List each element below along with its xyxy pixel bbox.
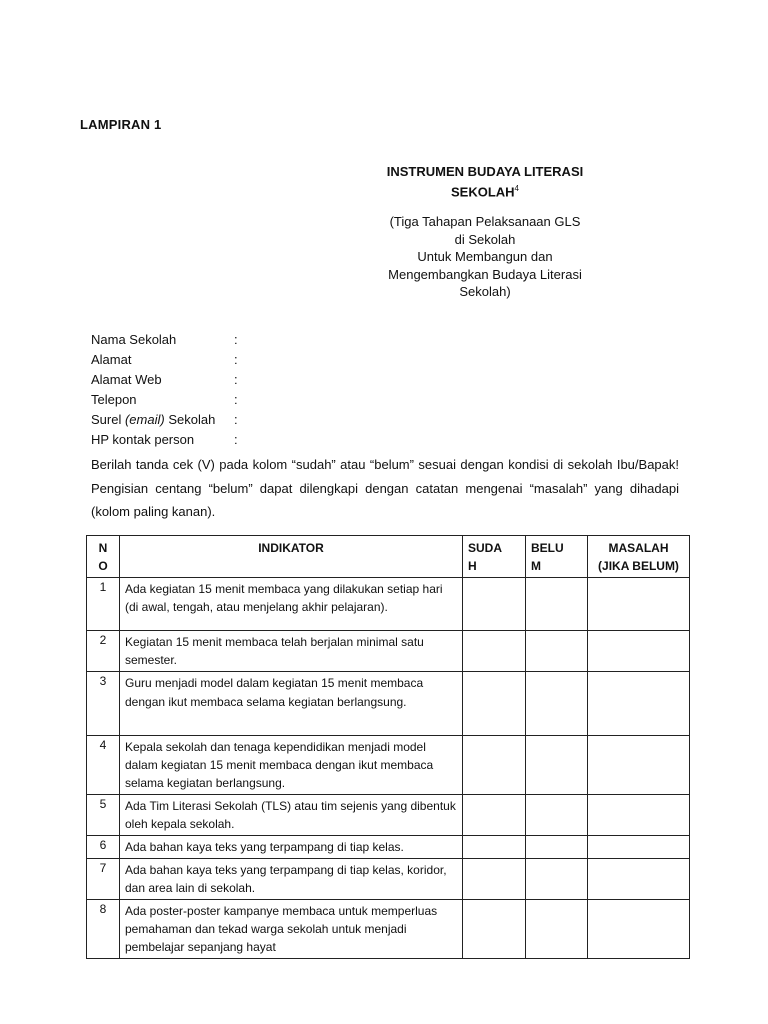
sudah-cell[interactable] — [463, 631, 526, 672]
row-number: 4 — [87, 736, 120, 795]
sudah-cell[interactable] — [463, 795, 526, 836]
row-indicator: Ada Tim Literasi Sekolah (TLS) atau tim sejenis yang dibentuk oleh kepala sekolah. — [120, 795, 463, 836]
field-colon: : — [234, 412, 238, 427]
table-header-row — [87, 536, 690, 578]
row-indicator: Ada bahan kaya teks yang terpampang di tiap kelas. — [120, 836, 463, 859]
sudah-cell[interactable] — [463, 736, 526, 795]
field-website — [91, 370, 244, 390]
belum-cell[interactable] — [526, 672, 588, 736]
field-label-italic: (email) — [124, 412, 165, 427]
masalah-cell[interactable] — [588, 836, 690, 859]
masalah-cell[interactable] — [588, 672, 690, 736]
sudah-cell[interactable] — [463, 672, 526, 736]
row-indicator: Kegiatan 15 menit membaca telah berjalan minimal satu semester. — [120, 631, 463, 672]
header-indikator: INDIKATOR — [120, 536, 463, 578]
field-label: HP kontak person — [91, 432, 195, 447]
table-row — [87, 859, 690, 900]
masalah-cell[interactable] — [588, 859, 690, 900]
row-number: 3 — [87, 672, 120, 736]
masalah-cell[interactable] — [588, 900, 690, 959]
masalah-cell[interactable] — [588, 736, 690, 795]
field-label-prefix: Surel — [91, 412, 125, 427]
field-colon: : — [234, 432, 238, 447]
subtitle-line: Mengembangkan Budaya Literasi — [388, 266, 582, 282]
row-number: 1 — [87, 578, 120, 631]
masalah-cell[interactable] — [588, 578, 690, 631]
belum-cell[interactable] — [526, 736, 588, 795]
row-indicator: Ada bahan kaya teks yang terpampang di tiap kelas, koridor, dan area lain di sekolah. — [120, 859, 463, 900]
row-indicator: Ada kegiatan 15 menit membaca yang dilakukan setiap hari (di awal, tengah, atau menjelang akhir pelajaran). — [120, 578, 463, 631]
row-number: 6 — [87, 836, 120, 859]
header-belum: BELU M — [526, 536, 588, 578]
document-title — [360, 163, 610, 200]
field-colon: : — [234, 332, 238, 347]
subtitle-line: (Tiga Tahapan Pelaksanaan GLS — [389, 214, 581, 229]
field-colon: : — [234, 352, 238, 367]
row-indicator: Guru menjadi model dalam kegiatan 15 menit membaca dengan ikut membaca selama kegiatan berlangsung. — [120, 672, 463, 736]
title-footnote-mark: 4 — [514, 184, 519, 193]
field-label: Alamat Web — [91, 372, 162, 387]
row-number: 5 — [87, 795, 120, 836]
row-number: 8 — [87, 900, 120, 959]
table-row — [87, 672, 690, 736]
row-number: 2 — [87, 631, 120, 672]
field-colon: : — [234, 392, 238, 407]
instruction-paragraph: Berilah tanda cek (V) pada kolom “sudah” atau “belum” sesuai dengan kondisi di sekolah Ibu/Bapak! Pengisian centang “belum” dapat dilengkapi dengan catatan mengenai “masalah” yang dihadapi (kolom paling kanan). — [91, 457, 679, 519]
title-line-1: INSTRUMEN BUDAYA LITERASI — [386, 164, 584, 179]
row-number: 7 — [87, 859, 120, 900]
masalah-cell[interactable] — [588, 795, 690, 836]
table-row — [87, 578, 690, 631]
field-label: Nama Sekolah — [91, 332, 177, 347]
field-school-name — [91, 330, 244, 350]
indicator-table — [86, 535, 690, 959]
field-label: Telepon — [91, 392, 137, 407]
sudah-cell[interactable] — [463, 578, 526, 631]
sudah-cell[interactable] — [463, 900, 526, 959]
header-sudah: SUDA H — [463, 536, 526, 578]
table-row — [87, 795, 690, 836]
document-subtitle — [370, 213, 600, 301]
field-address — [91, 350, 244, 370]
belum-cell[interactable] — [526, 836, 588, 859]
subtitle-line: di Sekolah — [454, 231, 516, 247]
sudah-cell[interactable] — [463, 859, 526, 900]
subtitle-line: Sekolah) — [459, 284, 511, 300]
masalah-cell[interactable] — [588, 631, 690, 672]
field-phone — [91, 390, 244, 410]
field-label-suffix: Sekolah — [164, 412, 216, 427]
field-contact-phone — [91, 430, 244, 450]
subtitle-line: Untuk Membangun dan — [417, 249, 553, 265]
appendix-label: LAMPIRAN 1 — [80, 117, 162, 132]
title-line-2-text: SEKOLAH — [450, 184, 515, 200]
belum-cell[interactable] — [526, 631, 588, 672]
school-info-form — [91, 330, 244, 450]
field-label: Alamat — [91, 352, 132, 367]
header-no: N O — [87, 536, 120, 578]
table-row — [87, 900, 690, 959]
row-indicator: Ada poster-poster kampanye membaca untuk memperluas pemahaman dan tekad warga sekolah untuk menjadi pembelajar sepanjang hayat — [120, 900, 463, 959]
belum-cell[interactable] — [526, 859, 588, 900]
table-row — [87, 631, 690, 672]
belum-cell[interactable] — [526, 900, 588, 959]
belum-cell[interactable] — [526, 578, 588, 631]
field-school-email — [91, 410, 244, 430]
title-line-2 — [360, 180, 610, 200]
row-indicator: Kepala sekolah dan tenaga kependidikan menjadi model dalam kegiatan 15 menit membaca dengan ikut membaca selama kegiatan berlangsung. — [120, 736, 463, 795]
field-label — [91, 410, 234, 430]
table-row — [87, 836, 690, 859]
field-colon: : — [234, 372, 238, 387]
header-masalah: MASALAH (JIKA BELUM) — [588, 536, 690, 578]
table-row — [87, 736, 690, 795]
sudah-cell[interactable] — [463, 836, 526, 859]
belum-cell[interactable] — [526, 795, 588, 836]
